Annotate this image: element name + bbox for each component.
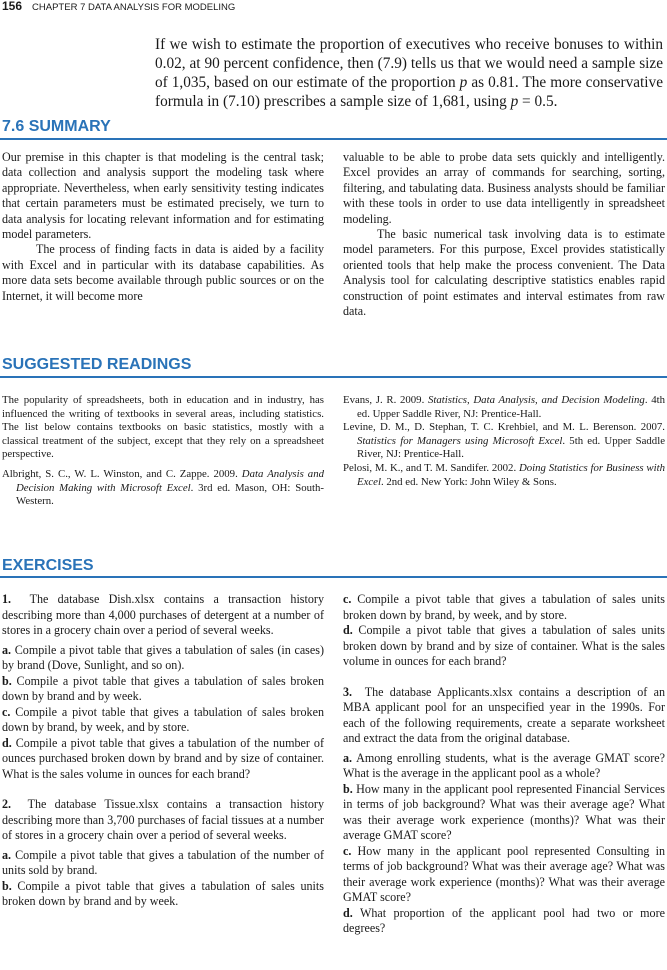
exercise-2b: b. Compile a pivot table that gives a tabulation of sales units broken down by brand and by week. (2, 878, 324, 908)
summary-paragraph: Our premise in this chapter is that modeling is the central task; data collection and analysis support the modeling task where appropriate. Nevertheless, when early sensitivity testing indicates that certain parameters must be estimated precisely, we turn to data analysis for locating relevant information and for estimating model parameters. (2, 150, 324, 242)
exercise-3c: c. How many in the applicant pool represented Consulting in terms of job background? What was their average age? What was their average work experience (months)? What was their average GMAT score? (343, 843, 665, 904)
exercise-1b: b. Compile a pivot table that gives a tabulation of sales broken down by brand and by week. (2, 673, 324, 703)
summary-paragraph: The process of finding facts in data is aided by a facility with Excel and in particular with its database capabilities. As more data sets become available through public sources or on the Internet, it will become more (2, 242, 324, 303)
exercise-1c: c. Compile a pivot table that gives a tabulation of sales broken down by brand, by week, and by store. (2, 704, 324, 734)
reference-item: Evans, J. R. 2009. Statistics, Data Analysis, and Decision Modeling. 4th ed. Upper Saddle River, NJ: Prentice-Hall. (343, 394, 666, 420)
exercises-rule (0, 576, 667, 578)
exercise-3: 3. The database Applicants.xlsx contains a description of an MBA applicant pool for an unspecified year in the 1990s. For each of the following requirements, create a separate worksheet and extract the data from the original database. (343, 684, 666, 745)
readings-left-column (2, 394, 324, 509)
reference-item: Levine, D. M., D. Stephan, T. C. Krehbiel, and M. L. Berenson. 2007. Statistics for Managers using Microsoft Excel. 5th ed. Upper Saddle River, NJ: Prentice-Hall. (343, 421, 665, 461)
page-number: 156 (2, 0, 23, 13)
readings-right-column (343, 394, 665, 489)
exercise-3a: a. Among enrolling students, what is the average GMAT score? What is the average in the applicant pool as a whole? (343, 750, 665, 780)
summary-paragraph: valuable to be able to probe data sets quickly and intelligently. Excel provides an array of commands for searching, sorting, filtering, and tabulating data. Business analysts should be familiar with these tools in order to use data intelligently in spreadsheet modeling. (343, 150, 665, 226)
exercise-3d: d. What proportion of the applicant pool had two or more degrees? (343, 905, 665, 935)
intro-text-2: as 0.81. The more conservative formula in (7.10) prescribes a sample size of 1,681, using (155, 74, 663, 110)
exercise-2d: d. Compile a pivot table that gives a tabulation of sales units broken down by brand and by size of container. What is the sales volume in ounces for each brand? (343, 623, 665, 668)
intro-var-p: p (459, 74, 468, 91)
summary-paragraph: The basic numerical task involving data is to estimate model parameters. For this purpose, Excel provides statistically oriented tools that help make the process convenient. The Data Analysis tool for calculating descriptive statistics enables rapid construction of point estimates and interval estimates from raw data. (343, 227, 665, 319)
reference-item: Pelosi, M. K., and T. M. Sandifer. 2002. Doing Statistics for Business with Excel. 2nd ed. New York: John Wiley & Sons. (343, 461, 665, 488)
summary-left-column (2, 150, 324, 304)
intro-text-1: If we wish to estimate the proportion of executives who receive bonuses to within 0.02, at 90 percent confidence, then (7.9) tells us that we would need a sample size of 1,035, based on our estimate of the proportion (155, 36, 663, 91)
exercise-1d: d. Compile a pivot table that gives a tabulation of the number of ounces purchased broken down by brand and by size of container. What is the sales volume in ounces for each brand? (2, 735, 324, 781)
exercises-heading: EXERCISES (2, 557, 94, 574)
running-header (2, 0, 235, 14)
summary-heading: 7.6 SUMMARY (2, 118, 111, 135)
exercises-left-column (2, 592, 324, 910)
chapter-title: CHAPTER 7 DATA ANALYSIS FOR MODELING (32, 2, 236, 13)
exercise-3b: b. How many in the applicant pool represented Financial Services in terms of job background? What was their average age? What was their average work experience (months)? What was their average GMAT score? (343, 781, 665, 842)
intro-paragraph (155, 35, 663, 111)
exercise-1: 1. The database Dish.xlsx contains a transaction history describing more than 4,000 purchases of detergent at a number of stores in a grocery chain over a period of several weeks. (2, 592, 324, 637)
reference-item: Albright, S. C., W. L. Winston, and C. Zappe. 2009. Data Analysis and Decision Making with Microsoft Excel. 3rd ed. Mason, OH: South-Western. (2, 467, 324, 508)
summary-rule (0, 138, 667, 140)
readings-intro: The popularity of spreadsheets, both in education and in industry, has influenced the writing of textbooks in several areas, including statistics. The list below contains textbooks on basic statistics, mostly with a classical treatment of the subject, except that they rely on a spreadsheet perspective. (2, 394, 324, 461)
exercise-2c: c. Compile a pivot table that gives a tabulation of sales units broken down by brand, by week, and by store. (343, 592, 665, 622)
intro-text-3: = 0.5. (518, 93, 558, 110)
exercise-2: 2. The database Tissue.xlsx contains a transaction history describing more than 3,700 purchases of facial tissues at a number of stores in a grocery chain over a period of several weeks. (2, 797, 324, 842)
summary-right-column (343, 150, 665, 319)
readings-rule (0, 376, 667, 378)
exercise-1a: a. Compile a pivot table that gives a tabulation of sales (in cases) by brand (Dove, Sunlight, and so on). (2, 642, 324, 672)
exercise-2a: a. Compile a pivot table that gives a tabulation of the number of units sold by brand. (2, 847, 324, 877)
readings-heading: SUGGESTED READINGS (2, 356, 192, 373)
intro-var-p2: p (510, 93, 519, 110)
exercises-right-column (343, 592, 665, 937)
